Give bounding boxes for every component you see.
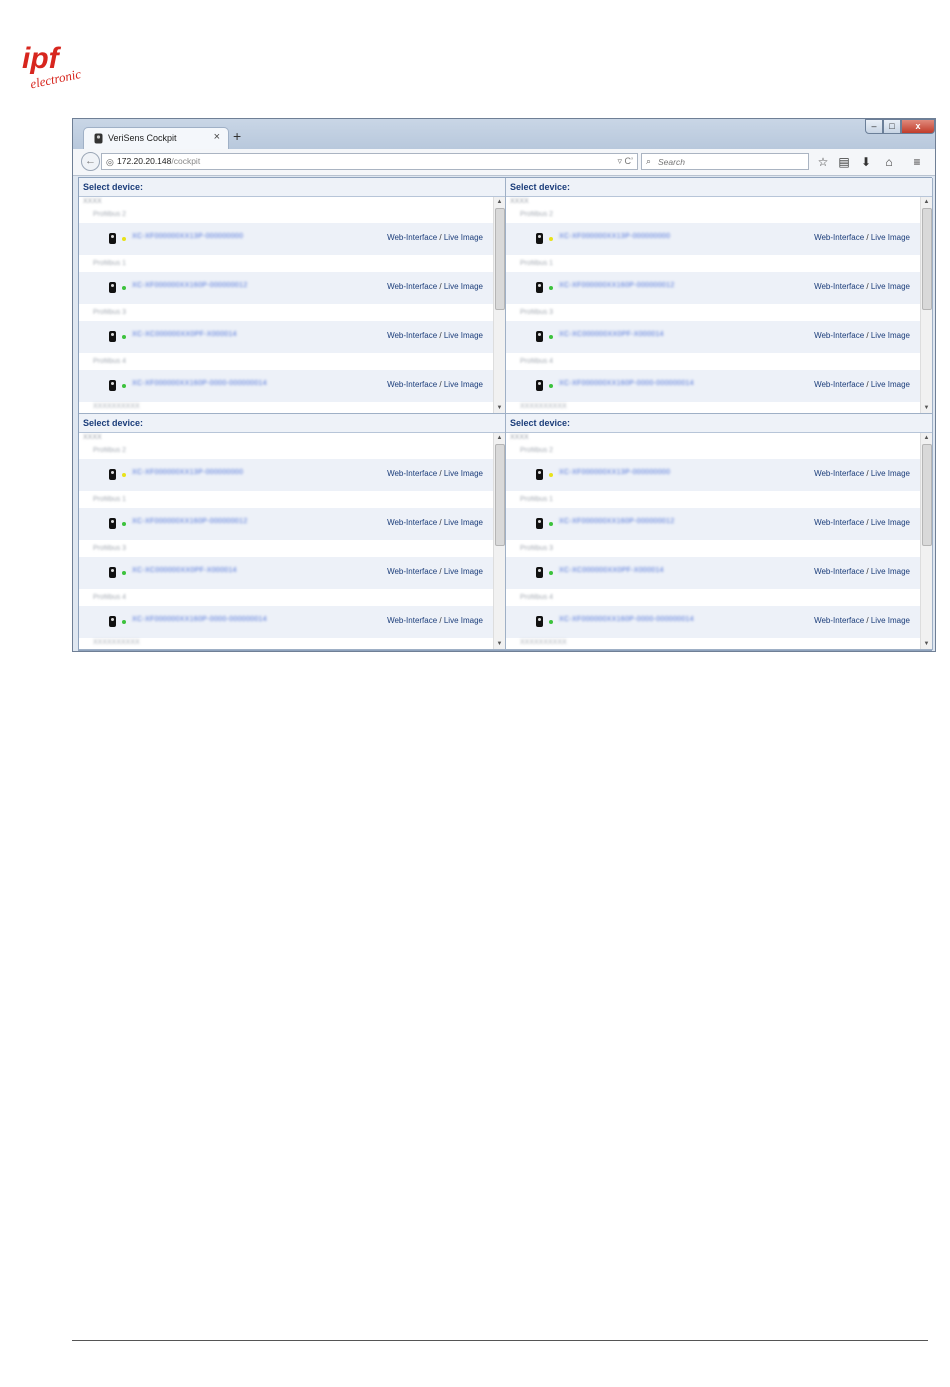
device-name-link[interactable]: XC-XF000000XX13P-000000000: [132, 233, 244, 240]
link-separator: /: [437, 331, 444, 340]
globe-icon: ◎: [106, 157, 114, 167]
device-row: [506, 508, 920, 540]
device-links: [387, 380, 483, 389]
live-image-link[interactable]: Live Image: [443, 380, 483, 389]
camera-icon: [109, 469, 116, 480]
live-image-link[interactable]: Live Image: [443, 567, 483, 576]
device-location-label: Profilbus 3: [520, 545, 554, 552]
web-interface-link[interactable]: Web-Interface: [387, 469, 438, 478]
device-location-label: Profilbus 4: [520, 594, 554, 601]
status-dot-icon: [549, 620, 553, 624]
device-group-label: XXXX: [83, 198, 102, 205]
live-image-link[interactable]: Live Image: [443, 518, 483, 527]
live-image-link[interactable]: Live Image: [870, 331, 910, 340]
camera-icon: [536, 518, 543, 529]
status-dot-icon: [122, 384, 126, 388]
status-dot-icon: [549, 473, 553, 477]
device-location-label: Profilbus 3: [520, 309, 554, 316]
device-row: [79, 370, 493, 402]
live-image-link[interactable]: Live Image: [870, 469, 910, 478]
select-device-header: Select device:: [79, 178, 505, 197]
camera-icon: [536, 469, 543, 480]
device-links: [814, 282, 910, 291]
device-row: [506, 370, 920, 402]
close-tab-icon[interactable]: ×: [213, 131, 220, 143]
reading-list-icon[interactable]: ▤: [838, 155, 850, 169]
device-name-link[interactable]: XC-XF000000XX160P-000000012: [559, 518, 675, 525]
device-name-link[interactable]: XC-XF000000XX13P-000000000: [559, 469, 671, 476]
device-row: [506, 557, 920, 589]
status-dot-icon: [549, 384, 553, 388]
device-location-label: Profilbus 2: [520, 447, 554, 454]
live-image-link[interactable]: Live Image: [443, 331, 483, 340]
svg-text:electronic: electronic: [28, 66, 83, 90]
device-name-link[interactable]: XC-XC000000XX0PF-X000014: [132, 331, 237, 338]
device-name-link[interactable]: XC-XC000000XX0PF-X000014: [559, 331, 664, 338]
device-name-link[interactable]: XC-XF000000XX160P-0000-000000014: [559, 380, 694, 387]
device-name-link[interactable]: XC-XF000000XX13P-000000000: [132, 469, 244, 476]
status-dot-icon: [122, 237, 126, 241]
menu-icon[interactable]: ≡: [913, 155, 921, 169]
search-bar[interactable]: [641, 153, 809, 170]
camera-icon: [109, 380, 116, 391]
device-location-label: Profilbus 3: [93, 309, 127, 316]
status-dot-icon: [549, 522, 553, 526]
web-interface-link[interactable]: Web-Interface: [814, 616, 865, 625]
web-interface-link[interactable]: Web-Interface: [387, 518, 438, 527]
live-image-link[interactable]: Live Image: [870, 616, 910, 625]
select-device-header: Select device:: [79, 414, 505, 433]
web-interface-link[interactable]: Web-Interface: [814, 282, 865, 291]
device-row: [79, 606, 493, 638]
link-separator: /: [864, 616, 871, 625]
web-interface-link[interactable]: Web-Interface: [387, 567, 438, 576]
live-image-link[interactable]: Live Image: [870, 282, 910, 291]
camera-icon: [109, 616, 116, 627]
status-dot-icon: [122, 620, 126, 624]
search-input[interactable]: [658, 155, 803, 168]
device-location-label: Profilbus 3: [93, 545, 127, 552]
vertical-scrollbar[interactable]: [920, 433, 932, 649]
link-separator: /: [864, 331, 871, 340]
svg-text:ipf: ipf: [22, 42, 59, 75]
star-icon[interactable]: ☆: [817, 155, 829, 169]
link-separator: /: [437, 518, 444, 527]
footer-divider: [72, 1340, 928, 1341]
device-name-link[interactable]: XC-XF000000XX160P-000000012: [559, 282, 675, 289]
web-interface-link[interactable]: Web-Interface: [814, 380, 865, 389]
link-separator: /: [864, 469, 871, 478]
status-dot-icon: [122, 473, 126, 477]
device-links: [814, 518, 910, 527]
device-location-label: Profilbus 2: [520, 211, 554, 218]
device-location-label: Profilbus 1: [520, 496, 554, 503]
device-row: [79, 508, 493, 540]
camera-favicon-icon: [94, 133, 103, 144]
device-links: [814, 616, 910, 625]
scrollbar-thumb[interactable]: [922, 444, 932, 546]
web-interface-link[interactable]: Web-Interface: [387, 331, 438, 340]
device-row: [79, 459, 493, 491]
status-dot-icon: [122, 335, 126, 339]
web-interface-link[interactable]: Web-Interface: [387, 616, 438, 625]
live-image-link[interactable]: Live Image: [443, 616, 483, 625]
device-panel-top-left: [79, 178, 506, 414]
more-devices-label: XXXXXXXXXX: [93, 403, 140, 410]
scroll-up-icon[interactable]: ▲: [496, 435, 503, 441]
device-list: [79, 197, 493, 413]
scroll-down-icon[interactable]: ▼: [496, 405, 503, 411]
link-separator: /: [437, 233, 444, 242]
navigation-toolbar: [73, 149, 935, 176]
web-interface-link[interactable]: Web-Interface: [814, 233, 865, 242]
device-links: [387, 233, 483, 242]
device-row: [79, 321, 493, 353]
link-separator: /: [864, 282, 871, 291]
tab-verisens-cockpit[interactable]: [83, 127, 229, 149]
scrollbar-thumb[interactable]: [495, 208, 505, 310]
vertical-scrollbar[interactable]: [920, 197, 932, 413]
live-image-link[interactable]: Live Image: [870, 233, 910, 242]
device-row: [79, 557, 493, 589]
tab-title: VeriSens Cockpit: [108, 133, 177, 143]
device-links: [814, 380, 910, 389]
home-icon[interactable]: ⌂: [885, 155, 893, 169]
device-location-label: Profilbus 1: [93, 496, 127, 503]
reload-icon[interactable]: ▿ C’: [617, 156, 633, 166]
minimize-button[interactable]: –: [865, 119, 883, 134]
scrollbar-thumb[interactable]: [495, 444, 505, 546]
device-panel-bottom-left: [79, 414, 506, 650]
more-devices-label: XXXXXXXXXX: [520, 403, 567, 410]
device-links: [814, 331, 910, 340]
link-separator: /: [437, 282, 444, 291]
camera-icon: [536, 567, 543, 578]
more-devices-label: XXXXXXXXXX: [93, 639, 140, 646]
scroll-up-icon[interactable]: ▲: [923, 435, 930, 441]
device-group-label: XXXX: [83, 434, 102, 441]
device-row: [506, 459, 920, 491]
camera-icon: [536, 331, 543, 342]
device-links: [387, 567, 483, 576]
device-group-label: XXXX: [510, 434, 529, 441]
browser-window: [72, 118, 936, 652]
device-name-link[interactable]: XC-XF000000XX160P-0000-000000014: [132, 616, 267, 623]
link-separator: /: [437, 567, 444, 576]
device-location-label: Profilbus 4: [520, 358, 554, 365]
download-icon[interactable]: ⬇: [860, 155, 872, 169]
status-dot-icon: [122, 522, 126, 526]
camera-icon: [536, 380, 543, 391]
select-device-header: Select device:: [506, 178, 932, 197]
web-interface-link[interactable]: Web-Interface: [814, 469, 865, 478]
camera-icon: [109, 282, 116, 293]
status-dot-icon: [122, 571, 126, 575]
device-location-label: Profilbus 1: [520, 260, 554, 267]
device-name-link[interactable]: XC-XF000000XX13P-000000000: [559, 233, 671, 240]
status-dot-icon: [549, 571, 553, 575]
url-host: 172.20.20.148: [117, 156, 172, 166]
device-location-label: Profilbus 4: [93, 594, 127, 601]
camera-icon: [109, 331, 116, 342]
device-row: [506, 223, 920, 255]
url-text: [117, 154, 200, 169]
device-links: [387, 282, 483, 291]
web-interface-link[interactable]: Web-Interface: [814, 567, 865, 576]
device-links: [387, 331, 483, 340]
camera-icon: [536, 616, 543, 627]
device-row: [506, 321, 920, 353]
device-location-label: Profilbus 2: [93, 211, 127, 218]
scroll-up-icon[interactable]: ▲: [923, 199, 930, 205]
back-button[interactable]: ←: [81, 152, 100, 171]
device-name-link[interactable]: XC-XF000000XX160P-0000-000000014: [559, 616, 694, 623]
device-row: [79, 272, 493, 304]
new-tab-button[interactable]: +: [233, 128, 242, 144]
device-name-link[interactable]: XC-XF000000XX160P-0000-000000014: [132, 380, 267, 387]
device-location-label: Profilbus 1: [93, 260, 127, 267]
live-image-link[interactable]: Live Image: [443, 233, 483, 242]
select-device-header: Select device:: [506, 414, 932, 433]
device-panel-bottom-right: [506, 414, 933, 650]
link-separator: /: [864, 233, 871, 242]
web-interface-link[interactable]: Web-Interface: [387, 380, 438, 389]
scroll-down-icon[interactable]: ▼: [923, 405, 930, 411]
link-separator: /: [437, 469, 444, 478]
device-row: [506, 272, 920, 304]
scroll-up-icon[interactable]: ▲: [496, 199, 503, 205]
device-location-label: Profilbus 2: [93, 447, 127, 454]
status-dot-icon: [549, 335, 553, 339]
device-links: [814, 233, 910, 242]
status-dot-icon: [549, 237, 553, 241]
device-list: [506, 433, 920, 649]
device-location-label: Profilbus 4: [93, 358, 127, 365]
web-interface-link[interactable]: Web-Interface: [814, 518, 865, 527]
vertical-scrollbar[interactable]: [493, 433, 505, 649]
camera-icon: [536, 282, 543, 293]
device-links: [387, 518, 483, 527]
web-interface-link[interactable]: Web-Interface: [814, 331, 865, 340]
device-row: [506, 606, 920, 638]
device-links: [814, 469, 910, 478]
camera-icon: [109, 233, 116, 244]
device-links: [814, 567, 910, 576]
device-panel-top-right: [506, 178, 933, 414]
camera-icon: [109, 518, 116, 529]
camera-icon: [536, 233, 543, 244]
status-dot-icon: [122, 286, 126, 290]
web-interface-link[interactable]: Web-Interface: [387, 282, 438, 291]
live-image-link[interactable]: Live Image: [870, 518, 910, 527]
device-row: [79, 223, 493, 255]
live-image-link[interactable]: Live Image: [870, 567, 910, 576]
url-path: /cockpit: [171, 156, 201, 166]
device-name-link[interactable]: XC-XF000000XX160P-000000012: [132, 282, 248, 289]
device-links: [387, 616, 483, 625]
link-separator: /: [437, 380, 444, 389]
scroll-down-icon[interactable]: ▼: [496, 641, 503, 647]
search-icon: ⌕: [646, 156, 652, 166]
scroll-down-icon[interactable]: ▼: [923, 641, 930, 647]
live-image-link[interactable]: Live Image: [443, 469, 483, 478]
web-interface-link[interactable]: Web-Interface: [387, 233, 438, 242]
device-list: [506, 197, 920, 413]
live-image-link[interactable]: Live Image: [870, 380, 910, 389]
camera-icon: [109, 567, 116, 578]
cockpit-content: [78, 177, 932, 651]
status-dot-icon: [549, 286, 553, 290]
device-name-link[interactable]: XC-XF000000XX160P-000000012: [132, 518, 248, 525]
scrollbar-thumb[interactable]: [922, 208, 932, 310]
device-group-label: XXXX: [510, 198, 529, 205]
ipf-electronic-logo: [22, 38, 90, 90]
link-separator: /: [864, 380, 871, 389]
device-list: [79, 433, 493, 649]
title-bar: [73, 119, 935, 149]
device-links: [387, 469, 483, 478]
address-bar[interactable]: [101, 153, 638, 170]
vertical-scrollbar[interactable]: [493, 197, 505, 413]
device-name-link[interactable]: XC-XC000000XX0PF-X000014: [559, 567, 664, 574]
live-image-link[interactable]: Live Image: [443, 282, 483, 291]
link-separator: /: [864, 518, 871, 527]
maximize-button[interactable]: □: [883, 119, 901, 134]
link-separator: /: [437, 616, 444, 625]
link-separator: /: [864, 567, 871, 576]
more-devices-label: XXXXXXXXXX: [520, 639, 567, 646]
close-window-button[interactable]: x: [901, 119, 935, 134]
device-name-link[interactable]: XC-XC000000XX0PF-X000014: [132, 567, 237, 574]
